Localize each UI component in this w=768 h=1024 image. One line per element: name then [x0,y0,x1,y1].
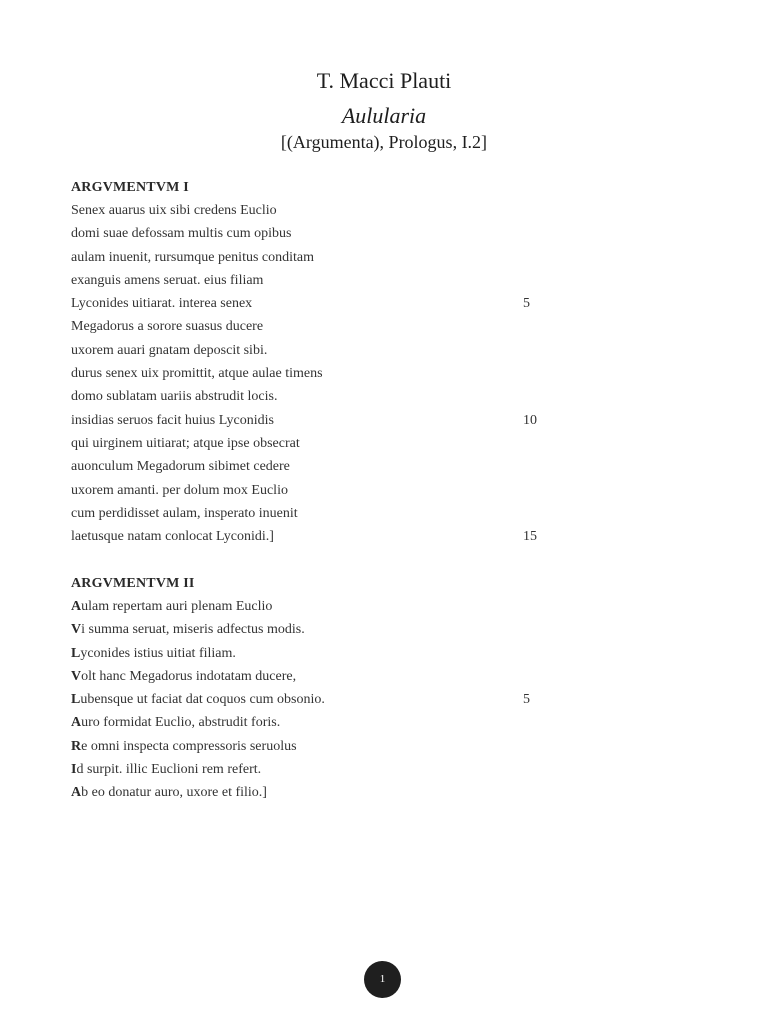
argumentum-1-verses [71,199,551,548]
work-title: Aulularia [341,103,427,128]
acrostic-initial: A [71,715,82,731]
author-title: T. Macci Plauti [316,68,452,93]
acrostic-initial: L [71,692,81,708]
page-number-badge: 1 [364,961,401,998]
acrostic-initial: V [71,622,82,638]
verse-text: domo sublatam uariis abstrudit locis. [71,389,278,405]
verse-line [71,618,551,641]
argumentum-2-heading: ARGVMENTVM II [71,576,195,591]
verse-line [71,409,551,432]
verse-text: olt hanc Megadorus indotatam ducere, [81,668,297,684]
line-number: 15 [523,529,537,545]
verse-text: e omni inspecta compressoris seruolus [81,738,297,754]
verse-text: ulam repertam auri plenam Euclio [81,599,273,614]
verse-text: Senex auarus uix sibi credens Euclio [71,203,277,218]
verse-text: Megadorus a sorore suasus ducere [71,319,264,335]
verse-line [71,758,551,781]
verse-line [71,735,551,758]
verse-text: d surpit. illic Euclioni rem refert. [76,762,262,778]
verse-line [71,362,551,385]
line-number: 5 [523,296,530,312]
verse-line [71,665,551,688]
verse-text: i summa seruat, miseris adfectus modis. [81,622,305,638]
verse-text: uro formidat Euclio, abstrudit foris. [81,715,281,731]
line-number: 10 [523,412,537,428]
argumentum-1-section [71,176,551,548]
verse-line [71,455,551,478]
verse-text: auonculum Megadorum sibimet cedere [71,459,290,475]
acrostic-initial: R [71,738,82,754]
verse-line [71,479,551,502]
verse-line [71,292,551,315]
verse-line [71,269,551,292]
verse-line [71,222,551,245]
acrostic-initial: L [71,645,81,661]
verse-text: laetusque natam conlocat Lyconidi.] [71,529,274,545]
acrostic-initial: I [71,762,77,778]
verse-line [71,642,551,665]
verse-text: durus senex uix promittit, atque aulae timens [71,366,323,382]
verse-line [71,432,551,455]
argumentum-2-verses [71,595,551,805]
verse-text: exanguis amens seruat. eius filiam [71,272,264,288]
verse-text: insidias seruos facit huius Lyconidis [71,412,274,428]
verse-line [71,781,551,804]
verse-line [71,385,551,408]
verse-line [71,595,551,618]
verse-text: ubensque ut faciat dat coquos cum obsonio. [80,692,325,708]
verse-text: uxorem auari gnatam deposcit sibi. [71,342,268,358]
verse-line [71,199,551,222]
verse-line [71,246,551,269]
verse-line [71,315,551,338]
verse-line [71,525,551,548]
verse-line [71,502,551,525]
acrostic-initial: V [71,668,82,684]
verse-text: domi suae defossam multis cum opibus [71,226,292,242]
verse-text: qui uirginem uitiarat; atque ipse obsecrat [71,435,300,451]
verse-text: yconides istius uitiat filiam. [80,645,236,661]
verse-line [71,688,551,711]
argumentum-2-section [71,572,551,805]
line-number: 5 [523,692,530,708]
verse-text: b eo donatur auro, uxore et filio.] [81,785,267,801]
verse-line [71,339,551,362]
argumentum-1-heading: ARGVMENTVM I [71,180,189,195]
acrostic-initial: A [71,785,82,801]
acrostic-initial: A [71,599,82,614]
verse-text: uxorem amanti. per dolum mox Euclio [71,482,288,498]
verse-line [71,711,551,734]
verse-text: aulam inuenit, rursumque penitus conditam [71,249,315,265]
verse-text: cum perdidisset aulam, insperato inuenit [71,505,298,521]
work-subtitle: [(Argumenta), Prologus, I.2] [280,132,488,152]
verse-text: Lyconides uitiarat. interea senex [71,296,253,312]
